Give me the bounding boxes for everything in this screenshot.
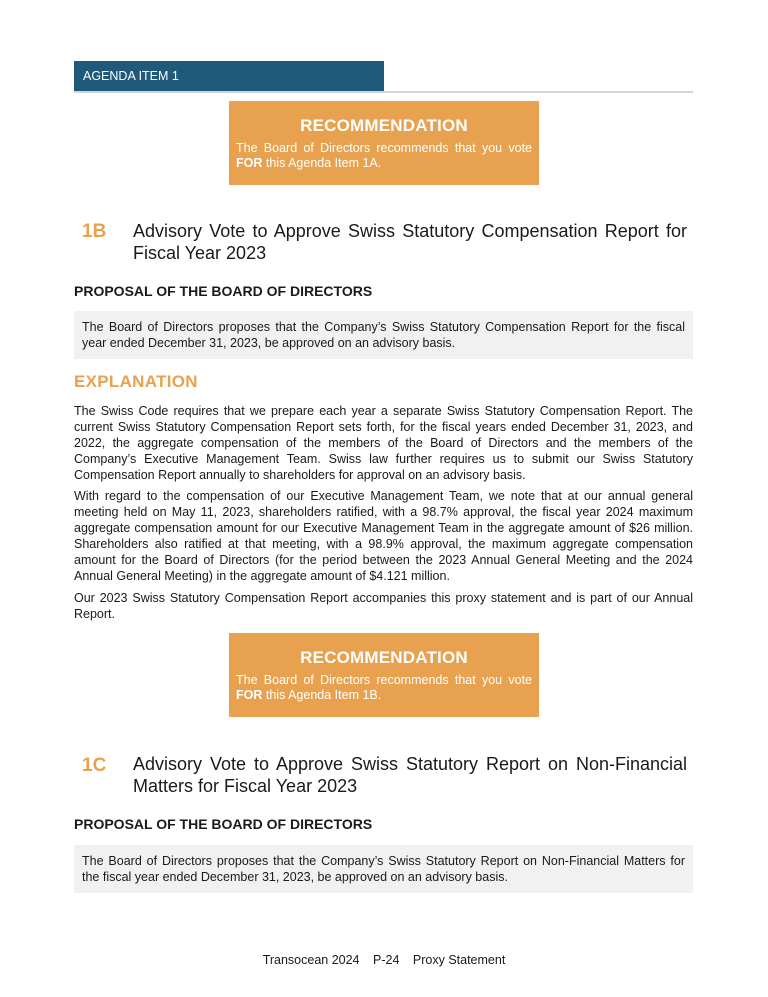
explanation-paragraph-1: The Swiss Code requires that we prepare each year a separate Swiss Statutory Compensation Report. The current Swiss Statutory Compensation Report sets forth, for the fiscal years ended December 31, 2023, and 2022, the aggregate compensation of the members of the Board of Directors and the members of the Company’s Executive Management Team. Swiss law further requires us to submit our Swiss Statutory Compensation Report annually to shareholders for approval on an advisory basis. bbox=[74, 404, 693, 482]
explanation-paragraph-2: With regard to the compensation of our Executive Management Team, we note that at our annual general meeting held on May 11, 2023, shareholders ratified, with a 98.7% approval, the fiscal year 2024 maximum aggregate compensation amount for our Executive Management Team in the aggregate amount of $26 million. Shareholders also ratified at that meeting, with a 98.9% approval, the maximum aggregate compensation amount for the Board of Directors (for the period between the 2023 Annual General Meeting and the 2024 Annual General Meeting) in the aggregate amount of $4.121 million. bbox=[74, 489, 693, 583]
proposal-heading-1b: PROPOSAL OF THE BOARD OF DIRECTORS bbox=[74, 283, 373, 299]
recommendation-box-1b bbox=[229, 633, 539, 717]
recommendation-vote-for: FOR bbox=[236, 688, 263, 702]
recommendation-text-lead: The Board of Directors recommends that you vote bbox=[236, 141, 532, 155]
recommendation-text bbox=[236, 141, 532, 171]
agenda-divider bbox=[74, 91, 693, 93]
section-number-1c: 1C bbox=[82, 755, 107, 776]
recommendation-text-lead: The Board of Directors recommends that you vote bbox=[236, 673, 532, 687]
section-title-1c: Advisory Vote to Approve Swiss Statutory Report on Non-Financial Matters for Fiscal Year 2023 bbox=[133, 754, 687, 796]
recommendation-text-tail: this Agenda Item 1B. bbox=[262, 688, 382, 702]
explanation-paragraph-3: Our 2023 Swiss Statutory Compensation Report accompanies this proxy statement and is part of our Annual Report. bbox=[74, 591, 693, 621]
recommendation-box-1a bbox=[229, 101, 539, 185]
agenda-item-banner: AGENDA ITEM 1 bbox=[74, 61, 384, 91]
recommendation-title: RECOMMENDATION bbox=[300, 116, 468, 135]
recommendation-text-tail: this Agenda Item 1A. bbox=[262, 156, 382, 170]
proposal-box-1c: The Board of Directors proposes that the Company’s Swiss Statutory Report on Non-Financial Matters for the fiscal year ended December 31, 2023, be approved on an advisory basis. bbox=[74, 845, 693, 893]
footer-company: Transocean 2024 bbox=[262, 953, 360, 967]
proposal-heading-1c: PROPOSAL OF THE BOARD OF DIRECTORS bbox=[74, 816, 373, 832]
explanation-heading: EXPLANATION bbox=[74, 372, 198, 391]
recommendation-text bbox=[236, 673, 532, 703]
recommendation-vote-for: FOR bbox=[236, 156, 263, 170]
section-title-1b: Advisory Vote to Approve Swiss Statutory Compensation Report for Fiscal Year 2023 bbox=[133, 221, 687, 263]
proposal-box-1b: The Board of Directors proposes that the Company’s Swiss Statutory Compensation Report for the fiscal year ended December 31, 2023, be approved on an advisory basis. bbox=[74, 311, 693, 359]
page-footer bbox=[0, 953, 768, 967]
footer-page-number: P-24 bbox=[373, 953, 400, 967]
footer-document-title: Proxy Statement bbox=[412, 953, 506, 967]
section-number-1b: 1B bbox=[82, 221, 107, 242]
recommendation-title: RECOMMENDATION bbox=[300, 648, 468, 667]
